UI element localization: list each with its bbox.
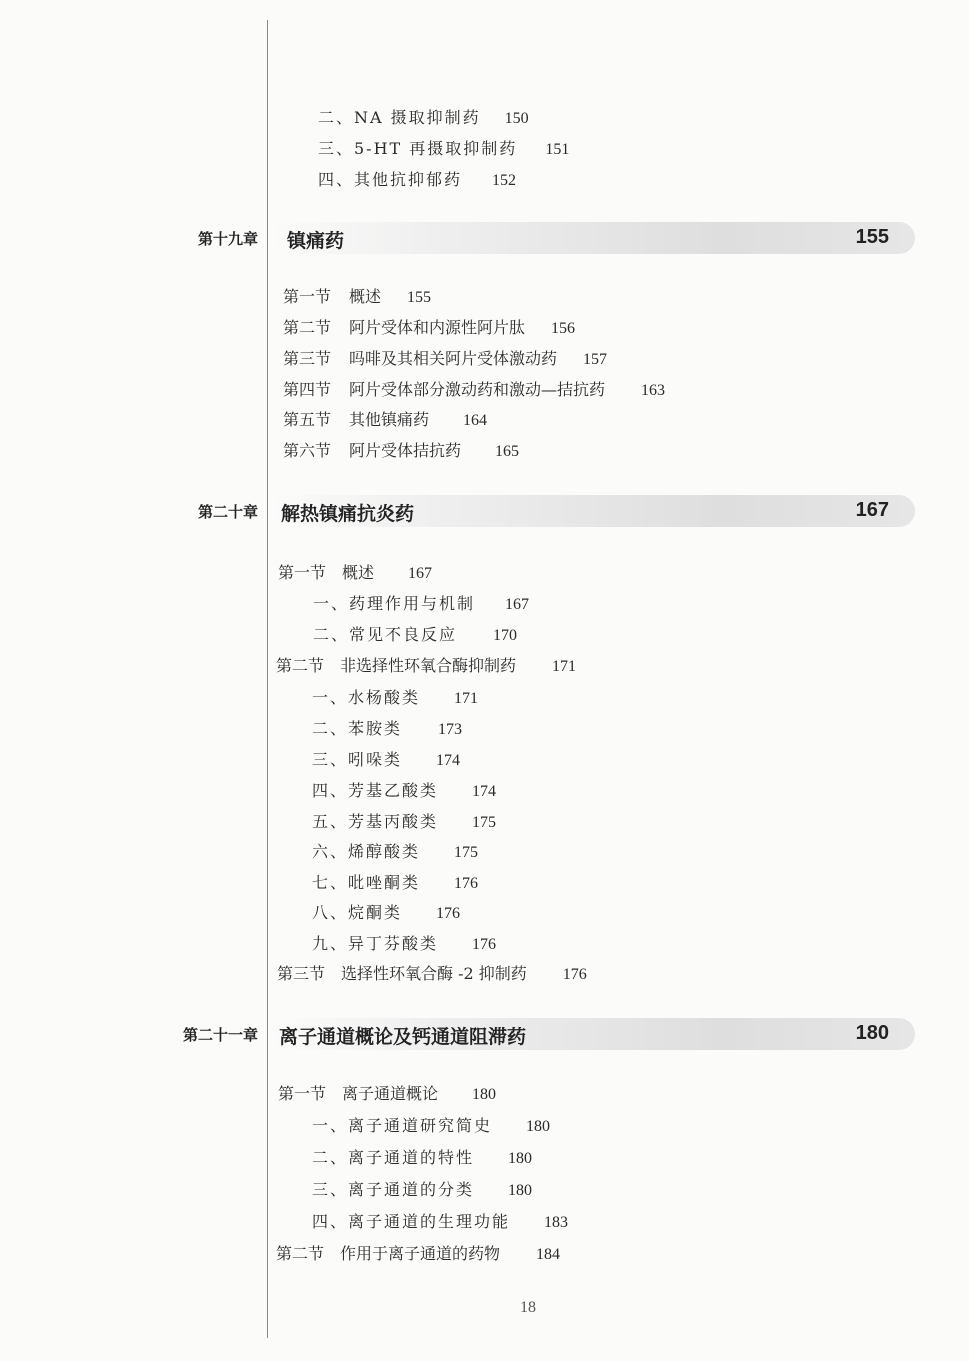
margin-rule — [267, 20, 268, 1338]
chapter-title: 离子通道概论及钙通道阻滞药 — [279, 1026, 527, 1048]
toc-item[interactable]: 一、药理作用与机制 167 — [313, 594, 530, 613]
toc-item[interactable]: 二、常见不良反应 170 — [313, 625, 518, 644]
chapter-label: 第二十一章 — [182, 1026, 258, 1044]
toc-item[interactable]: 四、离子通道的生理功能 183 — [312, 1212, 569, 1231]
toc-item[interactable]: 四、其他抗抑郁药 152 — [318, 170, 517, 189]
toc-section[interactable]: 第三节 吗啡及其相关阿片受体激动药 157 — [283, 349, 608, 368]
toc-item[interactable]: 二、离子通道的特性 180 — [312, 1148, 533, 1167]
toc-item[interactable]: 四、芳基乙酸类 174 — [312, 781, 497, 800]
chapter-title: 镇痛药 — [287, 230, 345, 252]
chapter-page: 155 — [855, 226, 889, 248]
toc-section[interactable]: 第五节 其他镇痛药 164 — [283, 410, 488, 429]
toc-item[interactable]: 八、烷酮类 176 — [312, 903, 461, 922]
toc-section[interactable]: 第三节 选择性环氧合酶 -2 抑制药 176 — [277, 964, 587, 983]
toc-item[interactable]: 一、离子通道研究简史 180 — [312, 1116, 551, 1135]
chapter-heading[interactable] — [273, 222, 915, 254]
toc-section[interactable]: 第一节 概述 155 — [283, 287, 432, 306]
toc-item[interactable]: 七、吡唑酮类 176 — [312, 873, 479, 892]
chapter-label: 第十九章 — [197, 230, 258, 248]
toc-section[interactable]: 第一节 离子通道概论 180 — [278, 1084, 497, 1103]
toc-item[interactable]: 三、5-HT 再摄取抑制药 151 — [318, 139, 570, 158]
chapter-label: 第二十章 — [197, 503, 258, 521]
page-number: 18 — [520, 1299, 536, 1316]
chapter-page: 167 — [855, 499, 889, 521]
toc-item[interactable]: 二、苯胺类 173 — [312, 719, 463, 738]
chapter-title: 解热镇痛抗炎药 — [281, 503, 415, 525]
chapter-page: 180 — [855, 1022, 889, 1044]
toc-section[interactable]: 第六节 阿片受体拮抗药 165 — [283, 441, 520, 460]
toc-item[interactable]: 二、NA 摄取抑制药 150 — [318, 108, 529, 127]
toc-item[interactable]: 五、芳基丙酸类 175 — [312, 812, 497, 831]
toc-item[interactable]: 九、异丁芬酸类 176 — [312, 934, 497, 953]
toc-item[interactable]: 一、水杨酸类 171 — [312, 688, 479, 707]
chapter-heading[interactable] — [273, 1018, 915, 1050]
chapter-heading[interactable] — [273, 495, 915, 527]
toc-section[interactable]: 第二节 作用于离子通道的药物 184 — [276, 1244, 561, 1263]
toc-section[interactable]: 第二节 非选择性环氧合酶抑制药 171 — [276, 656, 577, 675]
toc-section[interactable]: 第一节 概述 167 — [278, 563, 433, 582]
toc-section[interactable]: 第四节 阿片受体部分激动药和激动—拮抗药 163 — [283, 380, 666, 399]
toc-item[interactable]: 三、吲哚类 174 — [312, 750, 461, 769]
toc-item[interactable]: 三、离子通道的分类 180 — [312, 1180, 533, 1199]
toc-section[interactable]: 第二节 阿片受体和内源性阿片肽 156 — [283, 318, 576, 337]
toc-item[interactable]: 六、烯醇酸类 175 — [312, 842, 479, 861]
